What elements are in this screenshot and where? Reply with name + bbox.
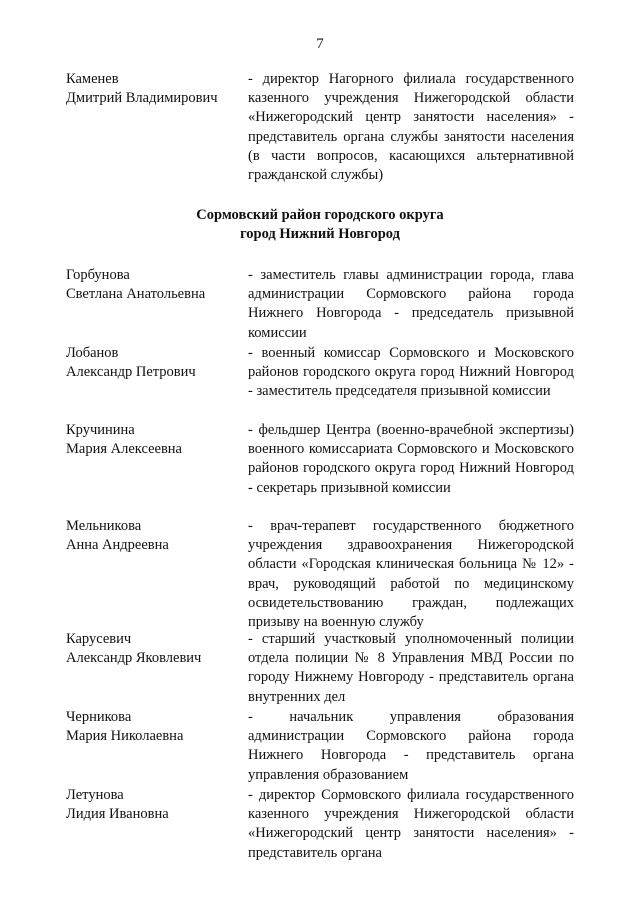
member-role: - начальник управления образования администрации Сормовского района города Нижнего Новгорода - представитель органа управления образованием <box>248 709 574 783</box>
member-given-names: Мария Николаевна <box>66 728 184 745</box>
member-given-names: Анна Андреевна <box>66 537 169 554</box>
member-entry <box>66 630 574 707</box>
member-entry <box>66 517 574 632</box>
section-heading-line: Сормовский район городского округа <box>196 207 444 223</box>
member-surname: Карусевич <box>66 631 132 647</box>
member-name <box>66 708 248 785</box>
member-surname: Каменев <box>66 71 119 87</box>
member-name <box>66 266 248 343</box>
member-entry <box>66 708 574 785</box>
member-role: - заместитель главы администрации города, глава администрации Сормовского района города Нижнего Новгорода - председатель призывной комиссии <box>248 267 574 341</box>
member-entry <box>66 786 574 863</box>
member-given-names: Александр Яковлевич <box>66 650 202 667</box>
member-role: - директор Сормовского филиала государственного казенного учреждения Нижегородской области «Нижегородский центр занятости населения» - представитель органа <box>248 787 574 861</box>
member-surname: Летунова <box>66 787 124 803</box>
member-given-names: Мария Алексеевна <box>66 441 182 458</box>
member-entry <box>66 421 574 498</box>
member-name <box>66 70 248 185</box>
member-entry <box>66 266 574 343</box>
member-surname: Горбунова <box>66 267 130 283</box>
member-name <box>66 344 248 402</box>
member-entry <box>66 344 574 402</box>
section-heading-line: город Нижний Новгород <box>240 226 400 242</box>
member-role: - фельдшер Центра (военно-врачебной экспертизы) военного комиссариата Сормовского и Московского районов городского округа город Нижний Новгород - секретарь призывной комиссии <box>248 422 574 496</box>
member-name <box>66 630 248 707</box>
member-surname: Лобанов <box>66 345 119 361</box>
member-role: - старший участковый уполномоченный полиции отдела полиции № 8 Управления МВД России по городу Нижнему Новгороду - представитель органа внутренних дел <box>248 631 574 705</box>
page-number: 7 <box>316 36 324 52</box>
member-name <box>66 786 248 863</box>
member-name <box>66 421 248 498</box>
member-surname: Мельникова <box>66 518 142 534</box>
member-given-names: Дмитрий Владимирович <box>66 90 218 107</box>
member-given-names: Лидия Ивановна <box>66 806 169 823</box>
member-role: - директор Нагорного филиала государственного казенного учреждения Нижегородской области «Нижегородский центр занятости населения» - представитель органа службы занятости населения (в части вопросов, касающихся альтернативной гражданской службы) <box>248 71 574 184</box>
member-surname: Кручинина <box>66 422 135 438</box>
member-role: - врач-терапевт государственного бюджетного учреждения здравоохранения Нижегородской области «Городская клиническая больница № 12» - врач, руководящий работой по медицинскому освидетельствованию граждан, подлежащих призыву на военную службу <box>248 518 574 631</box>
section-heading <box>0 206 640 244</box>
member-given-names: Александр Петрович <box>66 364 196 381</box>
member-entry <box>66 70 574 185</box>
member-given-names: Светлана Анатольевна <box>66 286 206 303</box>
member-name <box>66 517 248 632</box>
member-surname: Черникова <box>66 709 132 725</box>
member-role: - военный комиссар Сормовского и Московского районов городского округа город Нижний Новгород - заместитель председателя призывной комиссии <box>248 345 574 400</box>
